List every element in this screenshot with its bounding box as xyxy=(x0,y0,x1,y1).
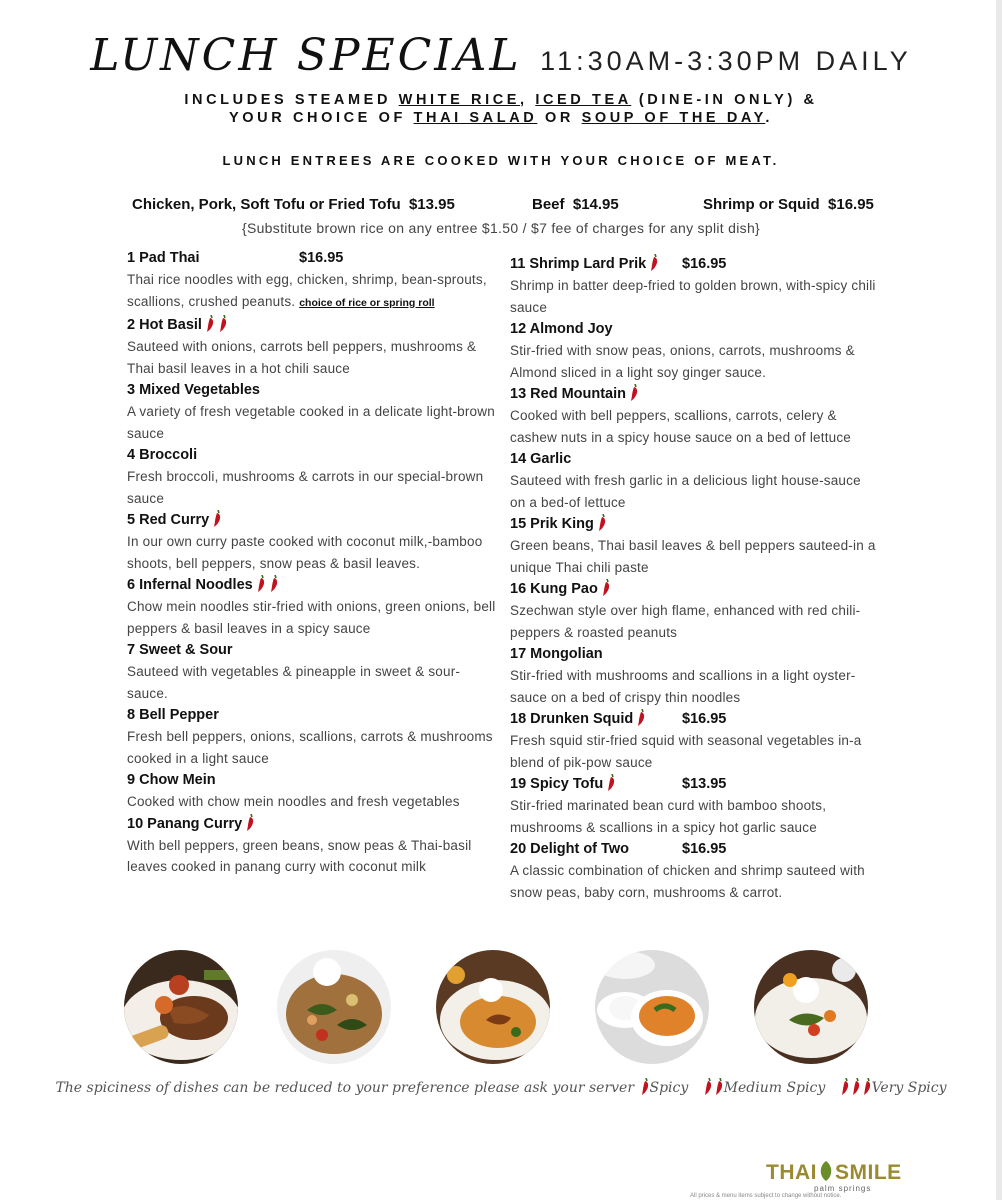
menu-item-price: $16.95 xyxy=(299,250,344,266)
menu-item-desc xyxy=(510,795,880,838)
spice-level-spicy: Spicy xyxy=(649,1080,689,1096)
chili-icon xyxy=(246,814,255,831)
menu-item-head xyxy=(510,578,880,600)
menu-item-name: 5 Red Curry xyxy=(127,512,210,528)
chili-icon xyxy=(863,1078,872,1095)
includes-thai-salad: THAI SALAD xyxy=(413,110,538,126)
menu-item-name: 16 Kung Pao xyxy=(510,581,598,597)
menu-item-name: 14 Garlic xyxy=(510,451,572,467)
menu-item-desc xyxy=(510,730,880,773)
logo-word-thai: THAI xyxy=(766,1161,817,1184)
includes-text: , xyxy=(520,92,536,108)
menu-item-head xyxy=(127,379,497,401)
includes-text: (DINE-IN ONLY) & xyxy=(631,92,818,108)
menu-item-name: 17 Mongolian xyxy=(510,646,603,662)
thai-smile-logo xyxy=(766,1160,916,1193)
menu-item-head xyxy=(510,773,880,795)
includes-soup: SOUP OF THE DAY xyxy=(581,110,766,126)
menu-item-desc-text: Stir-fried marinated bean curd with bamboo shoots, mushrooms & scallions in a spicy hot garlic sauce xyxy=(510,798,827,835)
menu-item-desc xyxy=(127,531,497,574)
menu-item xyxy=(127,247,497,314)
menu-item xyxy=(510,643,880,708)
menu-item-desc xyxy=(510,665,880,708)
menu-item-desc-text: Fresh bell peppers, onions, scallions, carrots & mushrooms cooked in a light sauce xyxy=(127,729,493,766)
menu-item-desc xyxy=(510,275,880,318)
menu-item-name: 12 Almond Joy xyxy=(510,321,613,337)
menu-item-desc xyxy=(510,535,880,578)
menu-item-name: 4 Broccoli xyxy=(127,447,198,463)
menu-item-name: 11 Shrimp Lard Prik xyxy=(510,256,647,272)
includes-line-2 xyxy=(0,110,1002,126)
menu-item-desc-text: A classic combination of chicken and shrimp sauteed with snow peas, baby corn, mushrooms & carrot. xyxy=(510,863,865,900)
menu-item-desc xyxy=(127,661,497,704)
chili-icon xyxy=(607,774,616,791)
menu-item-desc-text: Sauteed with vegetables & pineapple in sweet & sour-sauce. xyxy=(127,664,461,701)
chili-icon xyxy=(206,315,215,332)
menu-item-name: 20 Delight of Two xyxy=(510,841,629,857)
logo-subtitle: palm springs xyxy=(814,1184,872,1193)
menu-item-desc xyxy=(510,600,880,643)
chili-icon xyxy=(602,579,611,596)
menu-item-head xyxy=(127,444,497,466)
chili-icon xyxy=(213,510,222,527)
menu-item-desc-text: Szechwan style over high flame, enhanced with red chili- peppers & roasted peanuts xyxy=(510,603,861,640)
chili-icon xyxy=(839,1080,872,1096)
includes-line-1 xyxy=(0,92,1002,108)
price-tier-2 xyxy=(532,196,619,213)
menu-item-name: 19 Spicy Tofu xyxy=(510,776,604,792)
chili-icon xyxy=(852,1078,861,1095)
menu-item-desc xyxy=(127,726,497,769)
substitute-note: {Substitute brown rice on any entree $1.50 / $7 fee of charges for any split dish} xyxy=(241,220,761,236)
menu-item-desc xyxy=(510,470,880,513)
menu-item-desc-text: Chow mein noodles stir-fried with onions, green onions, bell peppers & basil leaves in a spicy sauce xyxy=(127,599,496,636)
includes-white-rice: WHITE RICE xyxy=(398,92,521,108)
menu-item-desc-text: Thai rice noodles with egg, chicken, shrimp, bean-sprouts, scallions, crushed peanuts. xyxy=(127,272,487,309)
menu-item-head xyxy=(510,643,880,665)
menu-item-name: 3 Mixed Vegetables xyxy=(127,382,260,398)
chili-icon xyxy=(702,1080,724,1096)
price-tier-3-price: $16.95 xyxy=(828,196,874,213)
chili-icon xyxy=(715,1078,724,1095)
menu-item-desc xyxy=(127,596,497,639)
menu-item xyxy=(510,578,880,643)
chili-icon xyxy=(841,1078,850,1095)
menu-item xyxy=(510,708,880,773)
menu-item-desc xyxy=(127,466,497,509)
price-tier-1-price: $13.95 xyxy=(408,196,455,213)
photo-red-curry xyxy=(436,950,550,1064)
chili-icon xyxy=(639,1080,650,1096)
chili-icon xyxy=(598,514,607,531)
chili-icon xyxy=(637,709,646,726)
menu-item-desc xyxy=(127,791,497,813)
menu-item-head xyxy=(127,704,497,726)
menu-item xyxy=(127,704,497,769)
menu-item-desc xyxy=(127,401,497,444)
includes-text: OR xyxy=(537,110,582,126)
chili-icon xyxy=(270,575,279,592)
includes-text: YOUR CHOICE OF xyxy=(229,110,414,126)
menu-item-desc-text: With bell peppers, green beans, snow peas & Thai-basil leaves cooked in panang curry with coconut milk xyxy=(127,837,472,874)
menu-item-desc xyxy=(127,269,497,314)
menu-item-desc-text: Sauteed with fresh garlic in a delicious light house-sauce on a bed-of lettuce xyxy=(510,473,861,510)
menu-item xyxy=(127,379,497,444)
photo-hot-basil xyxy=(277,950,391,1064)
menu-item-desc xyxy=(510,860,880,903)
menu-item-head xyxy=(127,247,497,269)
menu-item-desc xyxy=(127,835,497,878)
menu-item-name: 8 Bell Pepper xyxy=(127,707,219,723)
price-tier-1-label: Chicken, Pork, Soft Tofu or Fried Tofu xyxy=(132,196,401,213)
menu-item-desc-text: Cooked with bell peppers, scallions, carrots, celery & cashew nuts in a spicy house sauce on a bed of lettuce xyxy=(510,408,852,445)
menu-item-name: 9 Chow Mein xyxy=(127,772,216,788)
includes-text: . xyxy=(765,110,773,126)
menu-item xyxy=(510,513,880,578)
menu-item-head xyxy=(127,574,497,596)
title-lunch-special: LUNCH SPECIAL xyxy=(90,30,522,81)
menu-item xyxy=(510,773,880,838)
leaf-icon xyxy=(819,1160,833,1182)
menu-item-name: 15 Prik King xyxy=(510,516,594,532)
menu-item-desc-text: Fresh squid stir-fried squid with seasonal vegetables in-a blend of pik-pow sauce xyxy=(510,733,862,770)
price-tier-3 xyxy=(703,196,874,213)
menu-item-price: $13.95 xyxy=(682,776,727,792)
menu-item-head xyxy=(510,253,880,275)
menu-item xyxy=(510,253,880,318)
menu-item-desc-text: Green beans, Thai basil leaves & bell peppers sauteed-in a unique Thai chili paste xyxy=(510,538,876,575)
menu-item-desc xyxy=(510,340,880,383)
title-hours: 11:30AM-3:30PM DAILY xyxy=(540,46,912,76)
photo-pad-thai xyxy=(124,950,238,1064)
menu-item-name: 7 Sweet & Sour xyxy=(127,642,233,658)
menu-item-head xyxy=(510,448,880,470)
menu-item-desc-text: Stir-fried with snow peas, onions, carrots, mushrooms & Almond sliced in a light soy ginger sauce. xyxy=(510,343,855,380)
menu-item-desc xyxy=(127,336,497,379)
chili-icon xyxy=(641,1078,650,1095)
menu-item-desc-text: A variety of fresh vegetable cooked in a delicate light-brown sauce xyxy=(127,404,495,441)
spice-level-very: Very Spicy xyxy=(871,1080,947,1096)
menu-item-head xyxy=(510,838,880,860)
menu-item-price: $16.95 xyxy=(682,841,727,857)
menu-item-head xyxy=(510,708,880,730)
entrees-note: LUNCH ENTREES ARE COOKED WITH YOUR CHOICE OF MEAT. xyxy=(222,153,780,168)
menu-item-head xyxy=(127,639,497,661)
menu-item xyxy=(127,813,497,878)
menu-item-head xyxy=(510,318,880,340)
menu-column-right xyxy=(510,253,880,903)
menu-item xyxy=(127,639,497,704)
photo-vegetable-dish xyxy=(754,950,868,1064)
chili-icon xyxy=(257,575,266,592)
chili-icon xyxy=(704,1078,713,1095)
price-tier-2-label: Beef xyxy=(532,196,565,213)
menu-item-head xyxy=(510,383,880,405)
photo-curry-soup xyxy=(595,950,709,1064)
menu-item-note: choice of rice or spring roll xyxy=(299,296,435,309)
menu-item-head xyxy=(127,769,497,791)
menu-item-name: 18 Drunken Squid xyxy=(510,711,634,727)
menu-item-desc-text: In our own curry paste cooked with coconut milk,-bamboo shoots, bell peppers, snow peas & basil leaves. xyxy=(127,534,483,571)
menu-item-desc-text: Shrimp in batter deep-fried to golden brown, with-spicy chili sauce xyxy=(510,278,876,315)
includes-iced-tea: ICED TEA xyxy=(535,92,632,108)
price-tier-1 xyxy=(132,196,455,213)
menu-item xyxy=(127,314,497,379)
chili-icon xyxy=(650,254,659,271)
menu-item-name: 2 Hot Basil xyxy=(127,317,202,333)
menu-item-name: 6 Infernal Noodles xyxy=(127,577,253,593)
spice-level-medium: Medium Spicy xyxy=(723,1080,826,1096)
menu-item xyxy=(127,509,497,574)
logo-word-smile: SMILE xyxy=(835,1161,902,1184)
menu-item xyxy=(127,444,497,509)
menu-item-desc-text: Stir-fried with mushrooms and scallions in a light oyster-sauce on a bed of crispy thin noodles xyxy=(510,668,856,705)
price-tier-2-price: $14.95 xyxy=(572,196,619,213)
page-title xyxy=(0,30,1002,81)
menu-item-name: 1 Pad Thai xyxy=(127,250,200,266)
menu-item-desc xyxy=(510,405,880,448)
includes-text: INCLUDES STEAMED xyxy=(184,92,399,108)
menu-item xyxy=(510,838,880,903)
menu-column-left xyxy=(127,247,497,878)
price-tier-3-label: Shrimp or Squid xyxy=(703,196,820,213)
menu-item xyxy=(510,383,880,448)
menu-item-desc-text: Fresh broccoli, mushrooms & carrots in our special-brown sauce xyxy=(127,469,484,506)
menu-item xyxy=(127,574,497,639)
menu-item xyxy=(510,318,880,383)
chili-icon xyxy=(219,315,228,332)
spice-legend-intro: The spiciness of dishes can be reduced to your preference please ask your server xyxy=(55,1080,635,1096)
menu-item-head xyxy=(127,813,497,835)
menu-item-price: $16.95 xyxy=(682,711,727,727)
chili-icon xyxy=(630,384,639,401)
menu-item-desc-text: Cooked with chow mein noodles and fresh vegetables xyxy=(127,794,460,809)
page-edge xyxy=(996,0,1002,1200)
spice-legend xyxy=(0,1078,1002,1096)
menu-item-name: 10 Panang Curry xyxy=(127,815,243,832)
menu-item xyxy=(127,769,497,813)
menu-item-name: 13 Red Mountain xyxy=(510,386,627,402)
menu-item-head xyxy=(127,509,497,531)
menu-item xyxy=(510,448,880,513)
menu-item-desc-text: Sauteed with onions, carrots bell peppers, mushrooms & Thai basil leaves in a hot chili sauce xyxy=(127,339,477,376)
menu-item-head xyxy=(510,513,880,535)
menu-item-head xyxy=(127,314,497,336)
menu-item-price: $16.95 xyxy=(682,256,727,272)
fine-print: All prices & menu items subject to change without notice. xyxy=(690,1193,842,1199)
